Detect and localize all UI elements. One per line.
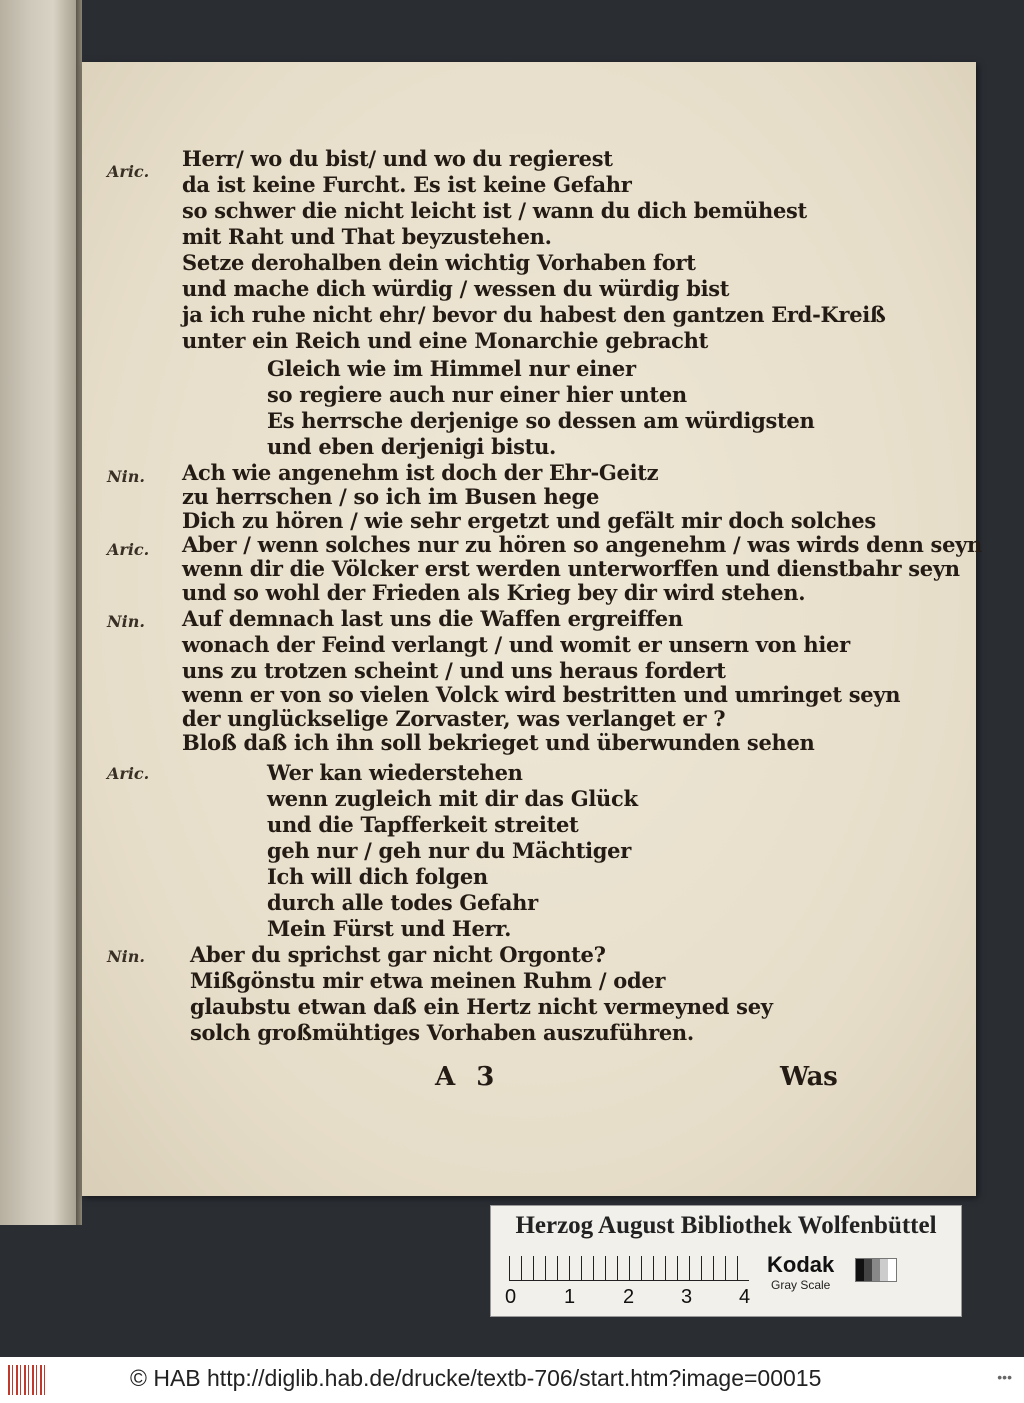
verse-line: Bloß daß ich ihn soll bekrieget und überwunden sehen <box>182 730 815 755</box>
verse-line: durch alle todes Gefahr <box>267 890 538 915</box>
verse-line: Es herrsche derjenige so dessen am würdigsten <box>267 408 815 433</box>
ruler-number: 4 <box>739 1286 751 1308</box>
signature-mark: A 3 <box>435 1062 501 1092</box>
verse-line: mit Raht und That beyzustehen. <box>182 224 552 249</box>
catchword: Was <box>780 1062 838 1092</box>
verse-line: Ich will dich folgen <box>267 864 488 889</box>
verse-line: wenn dir die Völcker erst werden unterworffen und dienstbahr seyn <box>182 556 960 581</box>
verse-line: so regiere auch nur einer hier unten <box>267 382 687 407</box>
verse-line: Wer kan wiederstehen <box>267 760 523 785</box>
verse-line: zu herrschen / so ich im Busen hege <box>182 484 600 509</box>
measure-ruler <box>509 1256 749 1281</box>
verse-line: Dich zu hören / wie sehr ergetzt und gefält mir doch solches <box>182 508 876 533</box>
verse-line: Herr/ wo du bist/ und wo du regierest <box>182 146 613 171</box>
verse-line: glaubstu etwan daß ein Hertz nicht vermeyned sey <box>190 994 773 1019</box>
library-color-card <box>490 1205 962 1317</box>
verse-line: und mache dich würdig / wessen du würdig bist <box>182 276 730 301</box>
verse-line: ja ich ruhe nicht ehr/ bevor du habest den gantzen Erd-Kreiß <box>182 302 886 327</box>
ruler-number: 2 <box>623 1286 635 1308</box>
verse-line: wenn zugleich mit dir das Glück <box>267 786 638 811</box>
library-name: Herzog August Bibliothek Wolfenbüttel <box>515 1212 937 1239</box>
more-options-icon[interactable]: ••• <box>997 1369 1012 1385</box>
ruler-number: 3 <box>681 1286 693 1308</box>
ruler-number: 1 <box>564 1286 576 1308</box>
speaker-label: Aric. <box>107 540 150 559</box>
verse-line: unter ein Reich und eine Monarchie gebracht <box>182 328 709 353</box>
verse-line: Mein Fürst und Herr. <box>267 916 512 941</box>
verse-line: Auf demnach last uns die Waffen ergreiffen <box>182 606 683 631</box>
ruler-number: 0 <box>505 1286 517 1308</box>
verse-line: so schwer die nicht leicht ist / wann du dich bemühest <box>182 198 807 223</box>
speaker-label: Aric. <box>107 764 150 783</box>
library-logo-icon <box>8 1365 48 1395</box>
verse-line: Gleich wie im Himmel nur einer <box>267 356 636 381</box>
speaker-label: Nin. <box>107 612 145 631</box>
verse-line: geh nur / geh nur du Mächtiger <box>267 838 632 863</box>
speaker-label: Nin. <box>107 947 145 966</box>
verse-line: Aber du sprichst gar nicht Orgonte? <box>190 942 606 967</box>
copyright-url[interactable]: © HAB http://diglib.hab.de/drucke/textb-706/start.htm?image=00015 <box>130 1365 822 1391</box>
verse-line: und so wohl der Frieden als Krieg bey dir wird stehen. <box>182 580 806 605</box>
verse-line: wenn er von so vielen Volck wird bestritten und umringet seyn <box>182 682 901 707</box>
verse-line: Ach wie angenehm ist doch der Ehr-Geitz <box>182 460 659 485</box>
verse-line: Aber / wenn solches nur zu hören so angenehm / was wirds denn seyn <box>182 532 983 557</box>
verse-line: uns zu trotzen scheint / und uns heraus fordert <box>182 658 726 683</box>
verse-line: Mißgönstu mir etwa meinen Ruhm / oder <box>190 968 666 993</box>
speaker-label: Aric. <box>107 162 150 181</box>
verse-line: und eben derjenigi bistu. <box>267 434 557 459</box>
verse-line: der unglückselige Zorvaster, was verlanget er ? <box>182 706 726 731</box>
gray-scale-swatch <box>855 1258 897 1282</box>
verse-line: solch großmühtiges Vorhaben auszuführen. <box>190 1020 694 1045</box>
verse-line: Setze derohalben dein wichtig Vorhaben fort <box>182 250 696 275</box>
kodak-brand: Kodak <box>767 1252 835 1277</box>
book-spine <box>0 0 76 1225</box>
footer-bar <box>0 1357 1024 1403</box>
book-page <box>82 62 983 1196</box>
gray-scale-label: Gray Scale <box>771 1278 831 1292</box>
verse-line: und die Tapfferkeit streitet <box>267 812 579 837</box>
verse-line: da ist keine Furcht. Es ist keine Gefahr <box>182 172 632 197</box>
verse-line: wonach der Feind verlangt / und womit er unsern von hier <box>182 632 850 657</box>
speaker-label: Nin. <box>107 467 145 486</box>
